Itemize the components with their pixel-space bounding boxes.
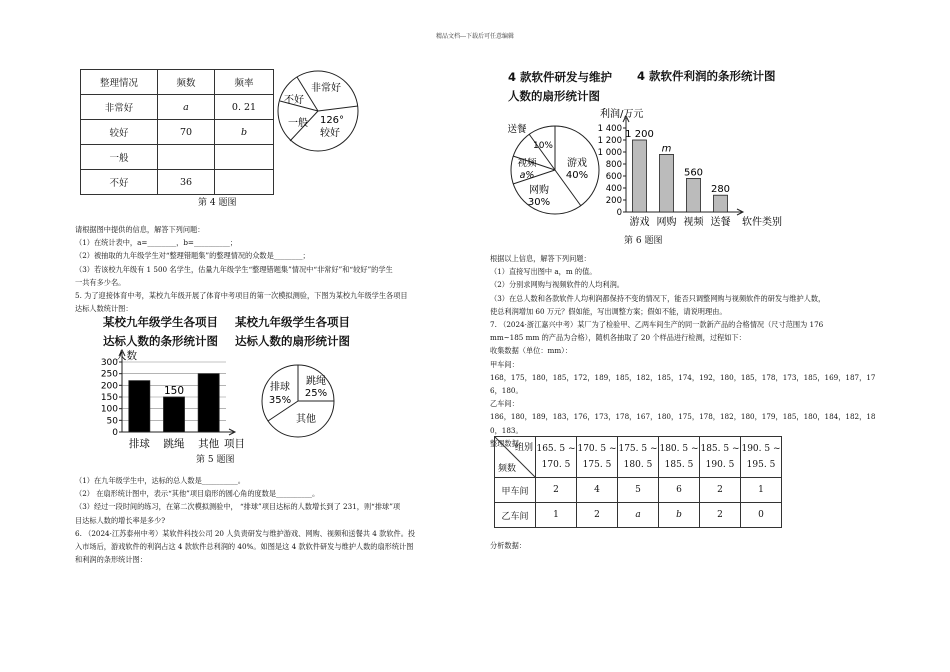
- table-cell: 0: [741, 503, 782, 528]
- title-line: 4 款软件研发与维护: [508, 70, 613, 84]
- q6-pie-title: [508, 68, 612, 106]
- group-end: 195. 5: [746, 460, 776, 470]
- pie-label-delivery: 送餐: [507, 124, 527, 135]
- group-start: 175. 5 ~: [618, 444, 658, 454]
- q5-bar-title: [103, 313, 218, 351]
- x-axis-label: 项目: [224, 438, 245, 450]
- group-end: 180. 5: [623, 460, 653, 470]
- table-cell: 1: [536, 503, 577, 528]
- figure-caption: 第 6 题图: [624, 236, 663, 246]
- table-cell: 2: [577, 503, 618, 528]
- table-cell: a: [158, 95, 215, 120]
- y-tick-label: 100: [100, 404, 118, 415]
- text-line: 168，175，180，185，172，189，185，182，185，174，192，180，185，178，173，185，169，187，17: [490, 372, 876, 382]
- q4-question-text: [75, 223, 408, 315]
- text-line: 整理数据：: [490, 438, 526, 448]
- table-row: [81, 120, 274, 145]
- group-start: 170. 5 ~: [577, 444, 617, 454]
- y-tick-label: 1 000: [597, 148, 622, 158]
- y-tick-label: 200: [100, 381, 118, 392]
- text-line: 乙车间：: [490, 399, 519, 409]
- corner-bottom-label: 频数: [498, 464, 517, 474]
- title-line: 某校九年级学生各项目: [235, 315, 350, 329]
- analysis-label: 分析数据：: [490, 541, 526, 550]
- text-line: （1）在统计表中，a=________，b=__________；: [75, 238, 238, 248]
- table-cell: 2: [700, 478, 741, 503]
- y-tick-label: 300: [100, 358, 118, 368]
- text-line: 0，183。: [490, 425, 523, 435]
- q5-pie-title: [235, 313, 350, 351]
- q7-frequency-table: [494, 436, 782, 528]
- y-tick-label: 50: [106, 416, 118, 427]
- table-cell: 6: [659, 478, 700, 503]
- pie-value-volleyball: 35%: [268, 395, 292, 406]
- table-corner-cell: [495, 437, 536, 478]
- text-line: 7. （2024·浙江嘉兴中考）某厂为了检验甲、乙两车间生产的同一款新产品的合格情况（尺寸范围为 176: [490, 320, 824, 330]
- y-tick-label: 800: [605, 160, 622, 170]
- table-cell: 一般: [81, 145, 158, 170]
- text-line: （1）直接写出图中 a，m 的值。: [490, 267, 597, 277]
- table-cell: [215, 145, 274, 170]
- page-header: 精品文档---下载后可任意编辑: [435, 33, 515, 40]
- text-line: 请根据图中提供的信息，解答下列问题：: [75, 225, 205, 234]
- category-label: 排球: [128, 438, 150, 450]
- group-start: 190. 5 ~: [741, 444, 781, 454]
- text-line: 达标人数统计图：: [75, 304, 133, 314]
- table-cell: 不好: [81, 170, 158, 195]
- table-cell: 70: [158, 120, 215, 145]
- q4-frequency-table: [80, 69, 274, 195]
- data-label: m: [661, 143, 672, 155]
- y-tick-label: 0: [616, 208, 622, 218]
- text-line: （3）经过一段时间的练习，在第二次模拟测验中， “排球”项目达标的人数增长到了 231，则“排球”项: [75, 502, 401, 512]
- table-cell: 4: [577, 478, 618, 503]
- text-line: （3）若该校九年级有 1 500 名学生，估量九年级学生“整理错题集”情况中“非常好”和“较好”的学生: [75, 264, 393, 274]
- table-row: [81, 170, 274, 195]
- group-start: 180. 5 ~: [659, 444, 699, 454]
- q6-q7-question-text: [490, 252, 875, 450]
- table-header-row: [495, 437, 782, 478]
- pie-label-shopping: 网购: [529, 185, 549, 196]
- text-line: 入市场后，游戏软件的利润占这 4 款软件总利润的 40%。如图是这 4 款软件研发与维护人数的扇形统计图: [75, 542, 414, 552]
- bar: [198, 374, 219, 432]
- q5-question-text: [75, 474, 415, 566]
- table-cell: [158, 145, 215, 170]
- table-header-row: [81, 70, 274, 95]
- y-axis-label: 利润/万元: [600, 109, 644, 120]
- text-line: mm~185 mm 的产品为合格），随机各抽取了 20 个样品进行检测，过程如下：: [490, 333, 746, 343]
- text-line: （1）在九年级学生中，达标的总人数是__________。: [75, 476, 245, 485]
- table-cell: 2: [700, 503, 741, 528]
- table-header-cell: 频数: [158, 70, 215, 95]
- text-line: 5. 为了迎接体育中考，某校九年级开展了体育中考项目的第一次模拟测验，下图为某校九年级学生各项目: [75, 291, 408, 301]
- text-line: 甲车间：: [490, 359, 519, 369]
- y-tick-label: 1 200: [597, 136, 622, 146]
- table-cell: b: [215, 120, 274, 145]
- pie-label-great: 非常好: [311, 83, 341, 94]
- table-header-cell: [659, 437, 700, 478]
- table-cell: 1: [741, 478, 782, 503]
- q6-bar-chart: [596, 106, 796, 230]
- y-tick-label: 150: [100, 393, 118, 403]
- category-label: 其他: [198, 438, 220, 450]
- pie-label-general: 一般: [288, 118, 308, 129]
- text-line: （2）被抽取的九年级学生对“整理错题集”的整理情况的众数是________；: [75, 251, 310, 261]
- table-header-cell: 整理情况: [81, 70, 158, 95]
- y-tick-label: 400: [605, 184, 622, 194]
- table-row: [495, 478, 782, 503]
- table-cell: 0. 21: [215, 95, 274, 120]
- pie-label-good: 较好: [320, 128, 340, 139]
- table-header-cell: [741, 437, 782, 478]
- table-cell: [215, 170, 274, 195]
- bar: [687, 178, 701, 212]
- y-axis-label: 人数: [116, 350, 137, 362]
- pie-value-game: 40%: [565, 170, 589, 181]
- pie-label-bad: 不好: [284, 95, 304, 106]
- q6-pie-chart: [503, 114, 603, 218]
- bar: [660, 154, 674, 212]
- group-start: 185. 5 ~: [700, 444, 740, 454]
- corner-top-label: 组别: [514, 443, 533, 453]
- bar: [714, 195, 728, 212]
- pie-label-game: 游戏: [567, 158, 587, 169]
- table-cell: 5: [618, 478, 659, 503]
- figure-caption: 第 4 题图: [198, 198, 237, 208]
- pie-value-video: a%: [519, 170, 535, 181]
- table-header-cell: [577, 437, 618, 478]
- table-header-cell: [618, 437, 659, 478]
- y-tick-label: 1 400: [597, 124, 622, 134]
- category-label: 网购: [656, 217, 677, 228]
- text-line: （3）在总人数和各款软件人均利润都保持不变的情况下，能否只调整网购与视频软件的研发与维护人数，: [490, 293, 826, 303]
- group-end: 175. 5: [582, 460, 612, 470]
- text-line: 和利润的条形统计图：: [75, 555, 147, 565]
- figure-caption: 第 5 题图: [196, 455, 235, 465]
- y-tick-label: 250: [100, 369, 118, 380]
- text-line: 收集数据（单位：mm）：: [490, 346, 572, 356]
- category-label: 送餐: [710, 217, 731, 228]
- table-row: [495, 503, 782, 528]
- title-line: 某校九年级学生各项目: [103, 315, 218, 329]
- text-line: 6. （2024·江苏泰州中考）某软件科技公司 20 人负责研发与维护游戏、网购、视频和送餐共 4 款软件。投: [75, 528, 416, 538]
- group-end: 185. 5: [664, 460, 694, 470]
- table-cell: 甲车间: [495, 478, 536, 503]
- table-header-cell: [536, 437, 577, 478]
- title-line: 人数的扇形统计图: [508, 89, 600, 103]
- text-line: 186，180，189，183，176，173，178，167，180，175，178，182，180，179，185，180，184，182，18: [490, 412, 876, 422]
- q4-pie-chart: [272, 66, 368, 158]
- x-axis-label: 软件类别: [742, 217, 782, 228]
- y-tick-label: 0: [112, 428, 118, 438]
- data-label: 560: [683, 167, 704, 179]
- pie-value-delivery: 10%: [532, 141, 554, 151]
- text-line: 一共有多少名。: [75, 277, 126, 287]
- table-row: [81, 95, 274, 120]
- pie-label-other: 其他: [296, 414, 316, 425]
- q6-bar-title: 4 款软件利润的条形统计图: [637, 69, 776, 83]
- category-label: 视频: [683, 217, 704, 228]
- pie-label-rope: 跳绳: [306, 376, 326, 387]
- category-label: 跳绳: [163, 438, 185, 450]
- table-cell: 36: [158, 170, 215, 195]
- text-line: 使总利润增加 60 万元？假如能，写出调整方案；假如不能，请说明理由。: [490, 306, 727, 316]
- pie-label-angle: 126°: [319, 115, 345, 126]
- table-cell: 乙车间: [495, 503, 536, 528]
- group-start: 165. 5 ~: [536, 444, 576, 454]
- group-end: 190. 5: [705, 460, 735, 470]
- data-label: 150: [163, 385, 185, 397]
- text-line: 根据以上信息，解答下列问题：: [490, 254, 591, 263]
- table-header-cell: [700, 437, 741, 478]
- text-line: （2）分别求网购与视频软件的人均利润。: [490, 280, 624, 290]
- table-cell: 较好: [81, 120, 158, 145]
- y-tick-label: 600: [605, 172, 622, 182]
- title-line: 达标人数的扇形统计图: [235, 334, 350, 348]
- bar: [633, 140, 647, 212]
- text-line: 6，180。: [490, 386, 523, 396]
- category-label: 游戏: [629, 217, 650, 228]
- q5-pie-chart: [258, 362, 338, 440]
- table-row: [81, 145, 274, 170]
- pie-label-video: 视频: [517, 158, 537, 169]
- q5-bar-chart: [92, 348, 262, 453]
- data-label: 1 200: [625, 129, 654, 140]
- bar: [129, 381, 150, 432]
- table-cell: 2: [536, 478, 577, 503]
- text-line: （2） 在扇形统计图中，表示“其他”项目扇形的圆心角的度数是__________。: [75, 489, 320, 499]
- pie-value-rope: 25%: [304, 388, 328, 399]
- pie-label-volleyball: 排球: [270, 382, 290, 393]
- table-cell: a: [618, 503, 659, 528]
- table-cell: b: [659, 503, 700, 528]
- y-tick-label: 200: [605, 196, 622, 206]
- title-line: 达标人数的条形统计图: [103, 334, 218, 348]
- pie-value-shopping: 30%: [527, 197, 551, 208]
- table-cell: 非常好: [81, 95, 158, 120]
- group-end: 170. 5: [541, 460, 571, 470]
- text-line: 目达标人数的增长率是多少?: [75, 515, 166, 525]
- table-header-cell: 频率: [215, 70, 274, 95]
- data-label: 280: [710, 184, 731, 196]
- bar: [164, 397, 185, 432]
